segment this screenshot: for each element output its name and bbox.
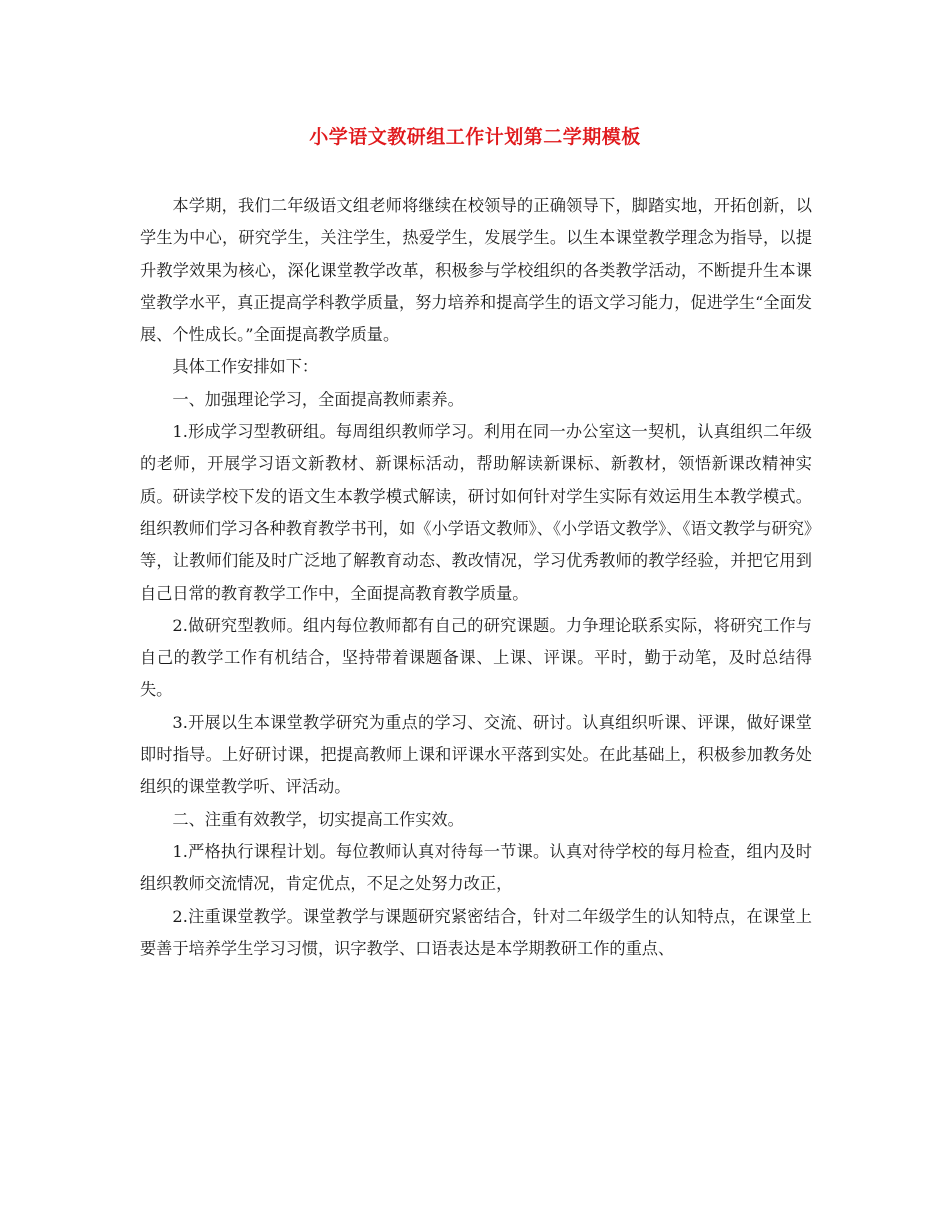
- paragraph-1-1: 1.形成学习型教研组。每周组织教师学习。利用在同一办公室这一契机，认真组织二年级的老师，开展学习语文新教材、新课标活动，帮助解读新课标、新教材，领悟新课改精神实质。研读学校下发的语文生本教学模式解读，研讨如何针对学生实际有效运用生本教学模式。组织教师们学习各种教育教学书刊，如《小学语文教师》、《小学语文教学》、《语文教学与研究》等，让教师们能及时广泛地了解教育动态、教改情况，学习优秀教师的教学经验，并把它用到自己日常的教育教学工作中，全面提高教育教学质量。: [140, 422, 812, 603]
- paragraph-arrangement: 具体工作安排如下：: [172, 357, 319, 377]
- section-heading-1: 一、加强理论学习，全面提高教师素养。: [172, 389, 464, 409]
- document-body: [140, 190, 812, 965]
- paragraph-1-3: 3.开展以生本课堂教学研究为重点的学习、交流、研讨。认真组织听课、评课，做好课堂即时指导。上好研讨课，把提高教师上课和评课水平落到实处。在此基础上，积极参加教务处组织的课堂教学听、评活动。: [140, 712, 812, 797]
- paragraph-2-2: 2.注重课堂教学。课堂教学与课题研究紧密结合，针对二年级学生的认知特点，在课堂上要善于培养学生学习习惯，识字教学、口语表达是本学期教研工作的重点、: [140, 906, 812, 958]
- paragraph-intro: 本学期，我们二年级语文组老师将继续在校领导的正确领导下，脚踏实地，开拓创新，以学生为中心，研究学生，关注学生，热爱学生，发展学生。以生本课堂教学理念为指导，以提升教学效果为核心，深化课堂教学改革，积极参与学校组织的各类教学活动，不断提升生本课堂教学水平，真正提高学科教学质量，努力培养和提高学生的语文学习能力，促进学生“全面发展、个性成长。”全面提高教学质量。: [140, 196, 812, 345]
- paragraph-2-1: 1.严格执行课程计划。每位教师认真对待每一节课。认真对待学校的每月检查，组内及时组织教师交流情况，肯定优点，不足之处努力改正，: [140, 841, 812, 894]
- section-heading-2: 二、注重有效教学，切实提高工作实效。: [172, 809, 464, 829]
- document-title: 小学语文教研组工作计划第二学期模板: [309, 126, 641, 148]
- paragraph-1-2: 2.做研究型教师。组内每位教师都有自己的研究课题。力争理论联系实际，将研究工作与自己的教学工作有机结合，坚持带着课题备课、上课、评课。平时，勤于动笔，及时总结得失。: [140, 615, 812, 700]
